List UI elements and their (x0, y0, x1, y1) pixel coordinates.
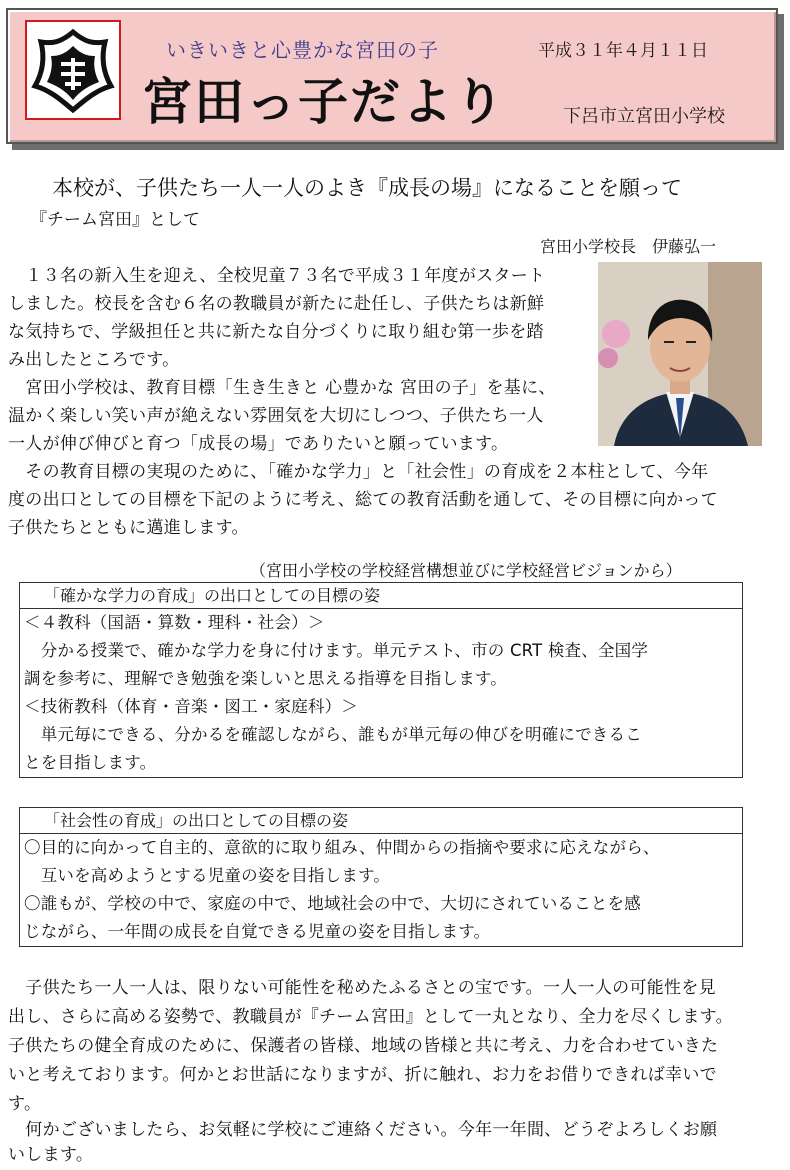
principal-portrait-photo (598, 262, 762, 446)
goal-line: ＜技術教科（体育・音楽・図工・家庭科）＞ (24, 697, 358, 716)
paragraph-line: 一人が伸び伸びと育つ「成長の場」でありたいと願っています。 (8, 434, 509, 454)
closing-line: 出し、さらに高める姿勢で、教職員が『チーム宮田』として一丸となり、全力を尽くします。 (8, 1007, 733, 1027)
closing-line: 何かございましたら、お気軽に学校にご連絡ください。今年一年間、どうぞよろしくお願 (8, 1120, 718, 1140)
newsletter-title: 宮田っ子だより (142, 73, 506, 131)
school-motto: いきいきと心豊かな宮田の子 (166, 38, 439, 62)
closing-line: 子供たちの健全育成のために、保護者の皆様、地域の皆様と共に考え、力を合わせていきた (8, 1036, 719, 1056)
source-note: （宮田小学校の学校経営構想並びに学校経営ビジョンから） (250, 561, 682, 580)
paragraph-line: み出したところです。 (8, 350, 180, 370)
goal-line: 互いを高めようとする児童の姿を目指します。 (24, 866, 391, 885)
issue-date: 平成３１年４月１１日 (538, 41, 708, 61)
paragraph-line: 宮田小学校は、教育目標「生き生きと 心豊かな 宮田の子」を基に、 (8, 378, 556, 398)
goal-box-social (19, 807, 743, 947)
goal-line: とを目指します。 (24, 753, 157, 772)
goal-line: 〇誰もが、学校の中で、家庭の中で、地域社会の中で、大切にされていることを感 (24, 894, 641, 913)
closing-line: 子供たち一人一人は、限りない可能性を秘めたふるさとの宝です。一人一人の可能性を見 (8, 978, 716, 998)
goal-line: 分かる授業で、確かな学力を身に付けます。単元テスト、市の CRT 検査、全国学 (24, 641, 649, 660)
goal-line: 〇目的に向かって自主的、意欲的に取り組み、仲間からの指摘や要求に応えながら、 (24, 838, 660, 857)
paragraph-line: 子供たちとともに邁進します。 (8, 518, 249, 538)
paragraph-line: その教育目標の実現のために、「確かな学力」と「社会性」の育成を２本柱として、今年 (8, 462, 709, 482)
paragraph-line: １３名の新入生を迎え、全校児童７３名で平成３１年度がスタート (8, 266, 546, 286)
paragraph-line: しました。校長を含む６名の教職員が新たに赴任し、子供たちは新鮮 (8, 294, 545, 314)
article-author: 宮田小学校長 伊藤弘一 (540, 237, 717, 256)
paragraph-line: 度の出口としての目標を下記のように考え、総ての教育活動を通して、その目標に向かって (8, 490, 718, 510)
article-subheadline: 『チーム宮田』として (30, 210, 200, 230)
school-crest-icon (31, 28, 115, 114)
closing-line: す。 (8, 1094, 42, 1114)
school-name: 下呂市立宮田小学校 (563, 106, 725, 127)
goal-box-academic (19, 582, 743, 778)
goal-title: 「確かな学力の育成」の出口としての目標の姿 (20, 583, 742, 609)
school-logo (25, 20, 121, 120)
closing-line: いします。 (8, 1145, 94, 1165)
paragraph-line: な気持ちで、学級担任と共に新たな自分づくりに取り組む第一歩を踏 (8, 322, 544, 342)
goal-line: じながら、一年間の成長を自覚できる児童の姿を目指します。 (24, 922, 491, 941)
article-headline: 本校が、子供たち一人一人のよき『成長の場』になることを願って (52, 176, 682, 200)
goal-line: ＜４教科（国語・算数・理科・社会）＞ (24, 613, 325, 632)
closing-line: いと考えております。何かとお世話になりますが、折に触れ、お力をお借りできれば幸いで (8, 1065, 717, 1085)
goal-line: 調を参考に、理解でき勉強を楽しいと思える指導を目指します。 (24, 669, 507, 688)
goal-title: 「社会性の育成」の出口としての目標の姿 (20, 808, 742, 834)
paragraph-line: 温かく楽しい笑い声が絶えない雰囲気を大切にしつつ、子供たち一人 (8, 406, 544, 426)
goal-line: 単元毎にできる、分かるを確認しながら、誰もが単元毎の伸びを明確にできるこ (24, 725, 642, 744)
newsletter-header (6, 8, 778, 144)
